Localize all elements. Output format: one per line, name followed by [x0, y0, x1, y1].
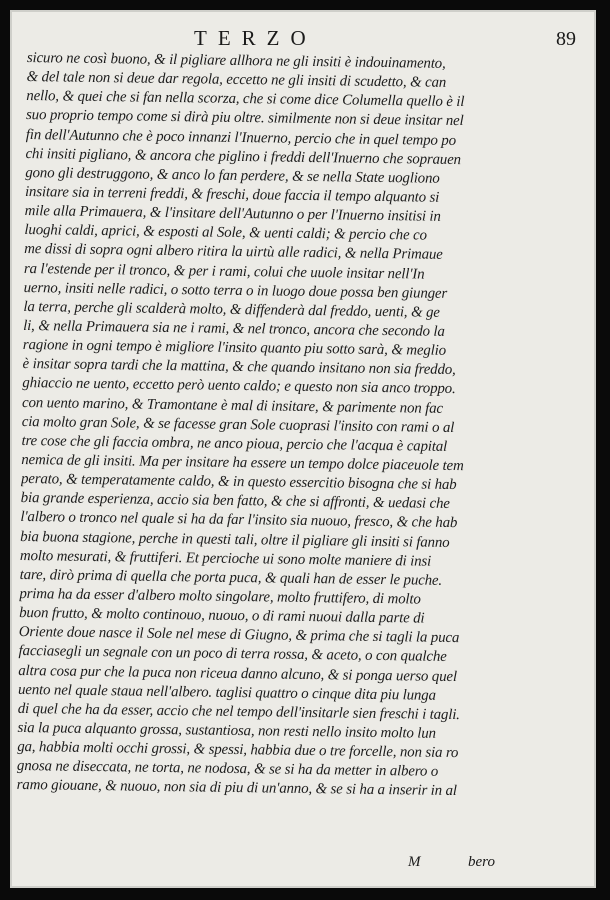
signature-mark: M: [408, 854, 421, 870]
text-line: sia la puca alquanto grossa, sustantiosa, non resti nello insito molto lun: [17, 719, 437, 742]
text-line: molto mesurati, & fruttiferi. Et percioche ui sono molte maniere di insi: [19, 547, 432, 570]
text-line: fin dell'Autunno che è poco innanzi l'Inuerno, percio che in quel tempo po: [25, 126, 457, 149]
text-line: ga, habbia molti occhi grossi, & spessi, habbia due o tre forcelle, non sia ro: [17, 738, 459, 762]
running-head: TERZO: [194, 26, 317, 50]
text-line: cia molto gran Sole, & se facesse gran Sole cuoprasi l'insito con rami o al: [21, 413, 455, 436]
text-line: perato, & temperatamente caldo, & in questo essercitio bisogna che si hab: [20, 471, 457, 494]
text-line: tare, dirò prima di quella che porta puca, & quali han de esser le puche.: [19, 566, 443, 589]
text-line: ghiaccio ne uento, eccetto però uento caldo; e questo non sia anco troppo.: [22, 375, 456, 398]
text-line: uento nel quale staua nell'albero. taglisi quattro o cinque dita piu lunga: [17, 681, 436, 704]
page-footer: [12, 854, 594, 878]
text-line: mile alla Primauera, & l'insitare dell'Autunno o per l'Inuerno insitisi in: [24, 203, 441, 225]
text-line: uerno, insiti nelle radici, o sotto terra o in luogo doue possa ben giunger: [23, 279, 448, 302]
text-line: Oriente doue nasce il Sole nel mese di Giugno, & prima che si tagli la puca: [18, 624, 460, 647]
text-line: facciasegli un segnale con un poco di terra rossa, & aceto, o con qualche: [18, 643, 447, 666]
text-line: me dissi di sopra ogni albero ritira la uirtù alle radici, & nella Primaue: [24, 241, 443, 264]
text-line: buon frutto, & molto continouo, nuouo, o di rami nuoui dalla parte di: [19, 605, 425, 627]
text-line: li, & nella Primauera sia ne i rami, & nel tronco, ancora che secondo la: [23, 317, 445, 340]
text-line: luoghi caldi, aprici, & esposti al Sole, & uenti caldi; & percio che co: [24, 222, 427, 244]
catchword: bero: [468, 854, 495, 870]
text-line: ramo giouane, & nuouo, non sia di piu di un'anno, & se si ha a inserir in al: [16, 777, 457, 800]
text-line: è insitar sopra tardi che la mattina, & che quando insitano non sia freddo,: [22, 356, 456, 379]
body-text: [17, 49, 572, 803]
text-line: di quel che ha da esser, accio che nel tempo dell'insitarle sien freschi i tagli.: [17, 700, 460, 723]
text-line: prima ha da esser d'albero molto singolare, molto fruttifero, di molto: [19, 585, 421, 608]
text-line: altra cosa pur che la puca non riceua danno alcuno, & si ponga uerso quel: [18, 662, 458, 685]
text-line: tre cose che gli faccia ombra, ne anco pioua, percio che l'acqua è capital: [21, 432, 448, 455]
text-line: nemica de gli insiti. Ma per insitare ha essere un tempo dolce piaceuole tem: [21, 451, 464, 475]
text-line: suo proprio tempo come si dirà piu oltre. similmente non si deue insitar nel: [25, 107, 464, 130]
text-line: l'albero o tronco nel quale si ha da far l'insito sia nuouo, fresco, & che hab: [20, 509, 458, 532]
page-number: 89: [556, 28, 576, 50]
text-line: la terra, perche gli scalderà molto, & diffenderà dal freddo, uenti, & ge: [23, 298, 440, 321]
text-line: gnosa ne diseccata, ne torta, ne nodosa, & se si ha da metter in albero o: [16, 758, 439, 781]
text-line: gono gli destruggono, & anco lo fan perdere, & se nella State uogliono: [25, 164, 440, 187]
text-line: ra l'estende per il tronco, & per i rami, colui che uuole insitar nell'In: [23, 260, 425, 283]
text-line: chi insiti pigliano, & ancora che piglino i freddi dell'Inuerno che soprauen: [25, 145, 462, 168]
text-line: sicuro ne così buono, & il pigliare allhora ne gli insiti è indouinamento,: [26, 49, 446, 72]
text-line: insitare sia in terreni freddi, & freschi, doue faccia il tempo alquanto si: [24, 183, 440, 206]
text-line: bia buona stagione, perche in questi tali, oltre il pigliare gli insiti si fanno: [20, 528, 450, 551]
text-line: nello, & quei che si fan nella scorza, che si come dice Columella quello è il: [26, 88, 465, 111]
book-page: [10, 10, 596, 888]
text-line: ragione in ogni tempo è migliore l'insito quanto piu sotto sarà, & meglio: [22, 337, 447, 359]
text-line: bia grande esperienza, accio sia ben fatto, & che si affronti, & uedasi che: [20, 490, 450, 513]
text-line: con uento marino, & Tramontane è mal di insitare, & parimente non fac: [21, 394, 444, 417]
text-line: & del tale non si deue dar regola, eccetto ne gli insiti di scudetto, & can: [26, 69, 447, 91]
